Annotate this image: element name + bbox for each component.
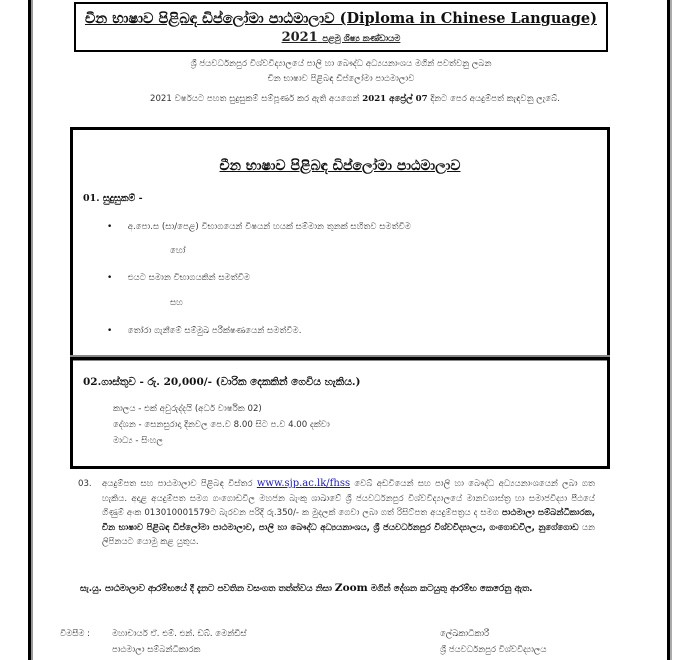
deadline-prefix: 2021 වර්ෂයට පහත සුදුසුකම් සම්පූර්ණ කර ඇති අයගෙන් <box>150 94 360 104</box>
batch-subtitle <box>76 30 606 45</box>
note-text: සැ.යු. පාඨමාලාව ආරම්භයේ දී දැනට පවතින වසංගත තත්ත්වය නිසා <box>80 584 332 594</box>
bullet-icon: • <box>107 273 113 283</box>
requirement-text: අ.පො.ස (සා/පෙළ) විභාගයෙන් විෂයන් හයක් සම්මාන තුනක් සහිතව සමත්වීම <box>127 222 411 232</box>
contact-name: මහාචාර්ය ඒ. එම්. එන්. ඩබ්. මෙන්ඩිස් <box>112 629 247 639</box>
qualifications-heading: 01. සුදුසුකම් - <box>83 193 143 204</box>
instructions-text-cont: වෙබ් අඩවියෙන් සහ පාලි හා බෞද්ධ අධ්‍යයනාංශයෙන් ලබා ගත හැකිය. අදාළ අයදුම්පත සමග ගංගොඩවිල මහජන බැංකු ශාඛාවේ ශ්‍රී ජයවර්ධනපුර විශ්වවිද්‍යාලයේ මානවශාස්ත්‍ර හා සමාජවිද්‍යා පීඨයේ ගිණුම් අංක 013010001579ට බැරවන පරිදි රු.350/- ක මුදලක් ගෙවා ලබා ගත් රිසිට්පත අයදුම්පත්‍රය ද සමග <box>102 479 595 518</box>
qualifications-box <box>70 127 610 359</box>
deadline-suffix: දිනට පෙර අයදුම්පත් කැඳවනු ලැබේ. <box>430 94 560 104</box>
year: 2021 <box>281 30 318 45</box>
title-box <box>74 2 608 52</box>
duration-detail: කාලය - එක් අවුරුද්දයි (අර්ධ වාර්ෂික 02) <box>113 404 262 414</box>
batch-label: පළමු ශිෂ්‍ය කණ්ඩායම <box>322 34 401 44</box>
registrar-org: ශ්‍රී ජයවර්ධනපුර විශ්වවිද්‍යාලය <box>440 645 547 655</box>
deadline-notice <box>70 94 640 104</box>
medium-detail: මාධ්‍ය - සිංහල <box>113 436 163 446</box>
intro-line-2: චීන භාෂාව පිළිබඳ ඩිප්ලෝමා පාඨමාලාව <box>267 74 415 84</box>
fee-box <box>70 357 610 469</box>
application-instructions <box>80 477 595 550</box>
lecture-detail: දේශන - සෙනසුරාදා දිනවල පෙ.ව 8.00 සිට ප.ව 4.00 දක්වා <box>113 420 330 430</box>
instructions-text: අයදුම්පත සහ පාඨමාලාව පිළිබඳ විස්තර <box>102 479 253 489</box>
website-link[interactable]: www.sjp.ac.lk/fhss <box>256 478 351 489</box>
inquiries-label: විමසීම : <box>60 629 91 639</box>
intro-text <box>74 57 608 87</box>
inquiries-contact <box>60 626 247 658</box>
requirement-item <box>107 273 250 283</box>
deadline-date: 2021 අප්‍රේල් 07 <box>362 94 428 104</box>
zoom-word: Zoom <box>334 582 368 594</box>
registrar-title: ලේඛකාධිකාරී <box>440 629 490 639</box>
section-number: 03. <box>78 479 92 489</box>
intro-line-1: ශ්‍රී ජයවර්ධනපුර විශ්වවිද්‍යාලයේ පාලි හා බෞද්ධ අධ්‍යයනාංශය මගින් පවත්වනු ලබන <box>190 59 492 69</box>
page-border-right <box>667 0 670 660</box>
conjunction-or: හෝ <box>170 246 186 256</box>
document-title: චීන භාෂාව පිළිබඳ ඩිප්ලෝමා පාඨමාලාව (Diploma in Chinese Language) <box>85 10 597 27</box>
conjunction-and: සහ <box>170 298 183 308</box>
requirement-item <box>107 222 411 232</box>
course-title: චීන භාෂාව පිළිබඳ ඩිප්ලෝමා පාඨමාලාව <box>219 158 461 174</box>
requirement-text: එයට සමාන විභාගයකින් සමත්වීම <box>127 273 251 283</box>
contact-title: පාඨමාලා සම්බන්ධීකාරක <box>112 645 201 655</box>
bullet-icon: • <box>107 222 113 232</box>
registrar-signature <box>440 626 547 658</box>
postal-address: පාඨමාලා සම්බන්ධීකාරක, චීන භාෂාව පිළිබඳ ඩිප්ලෝමා පාඨමාලාව, පාලි හා බෞද්ධ අධ්‍යයනාංශය, ශ්‍රී ජයවර්ධනපුර විශ්වවිද්‍යාලය, ගංගොඩවිල, නුගේගොඩ <box>102 508 596 533</box>
requirement-text: තෝරා ගැනීමේ සම්මුඛ පරීක්ෂණයෙන් සමත්වීම. <box>127 326 302 336</box>
page-border-left <box>28 0 31 660</box>
instructions-end: යන ලිපිනයට යොමු කළ යුතුය. <box>102 522 595 547</box>
zoom-note <box>80 581 620 597</box>
note-text-end: මගින් දේශන කටයුතු ආරම්භ කෙරෙනු ඇත. <box>370 584 533 594</box>
requirement-item <box>107 326 301 336</box>
bullet-icon: • <box>107 326 113 336</box>
fee-line: 02.ගාස්තුව - රු. 20,000/- (වාරික දෙකකින් ගෙවිය හැකිය.) <box>83 376 361 388</box>
